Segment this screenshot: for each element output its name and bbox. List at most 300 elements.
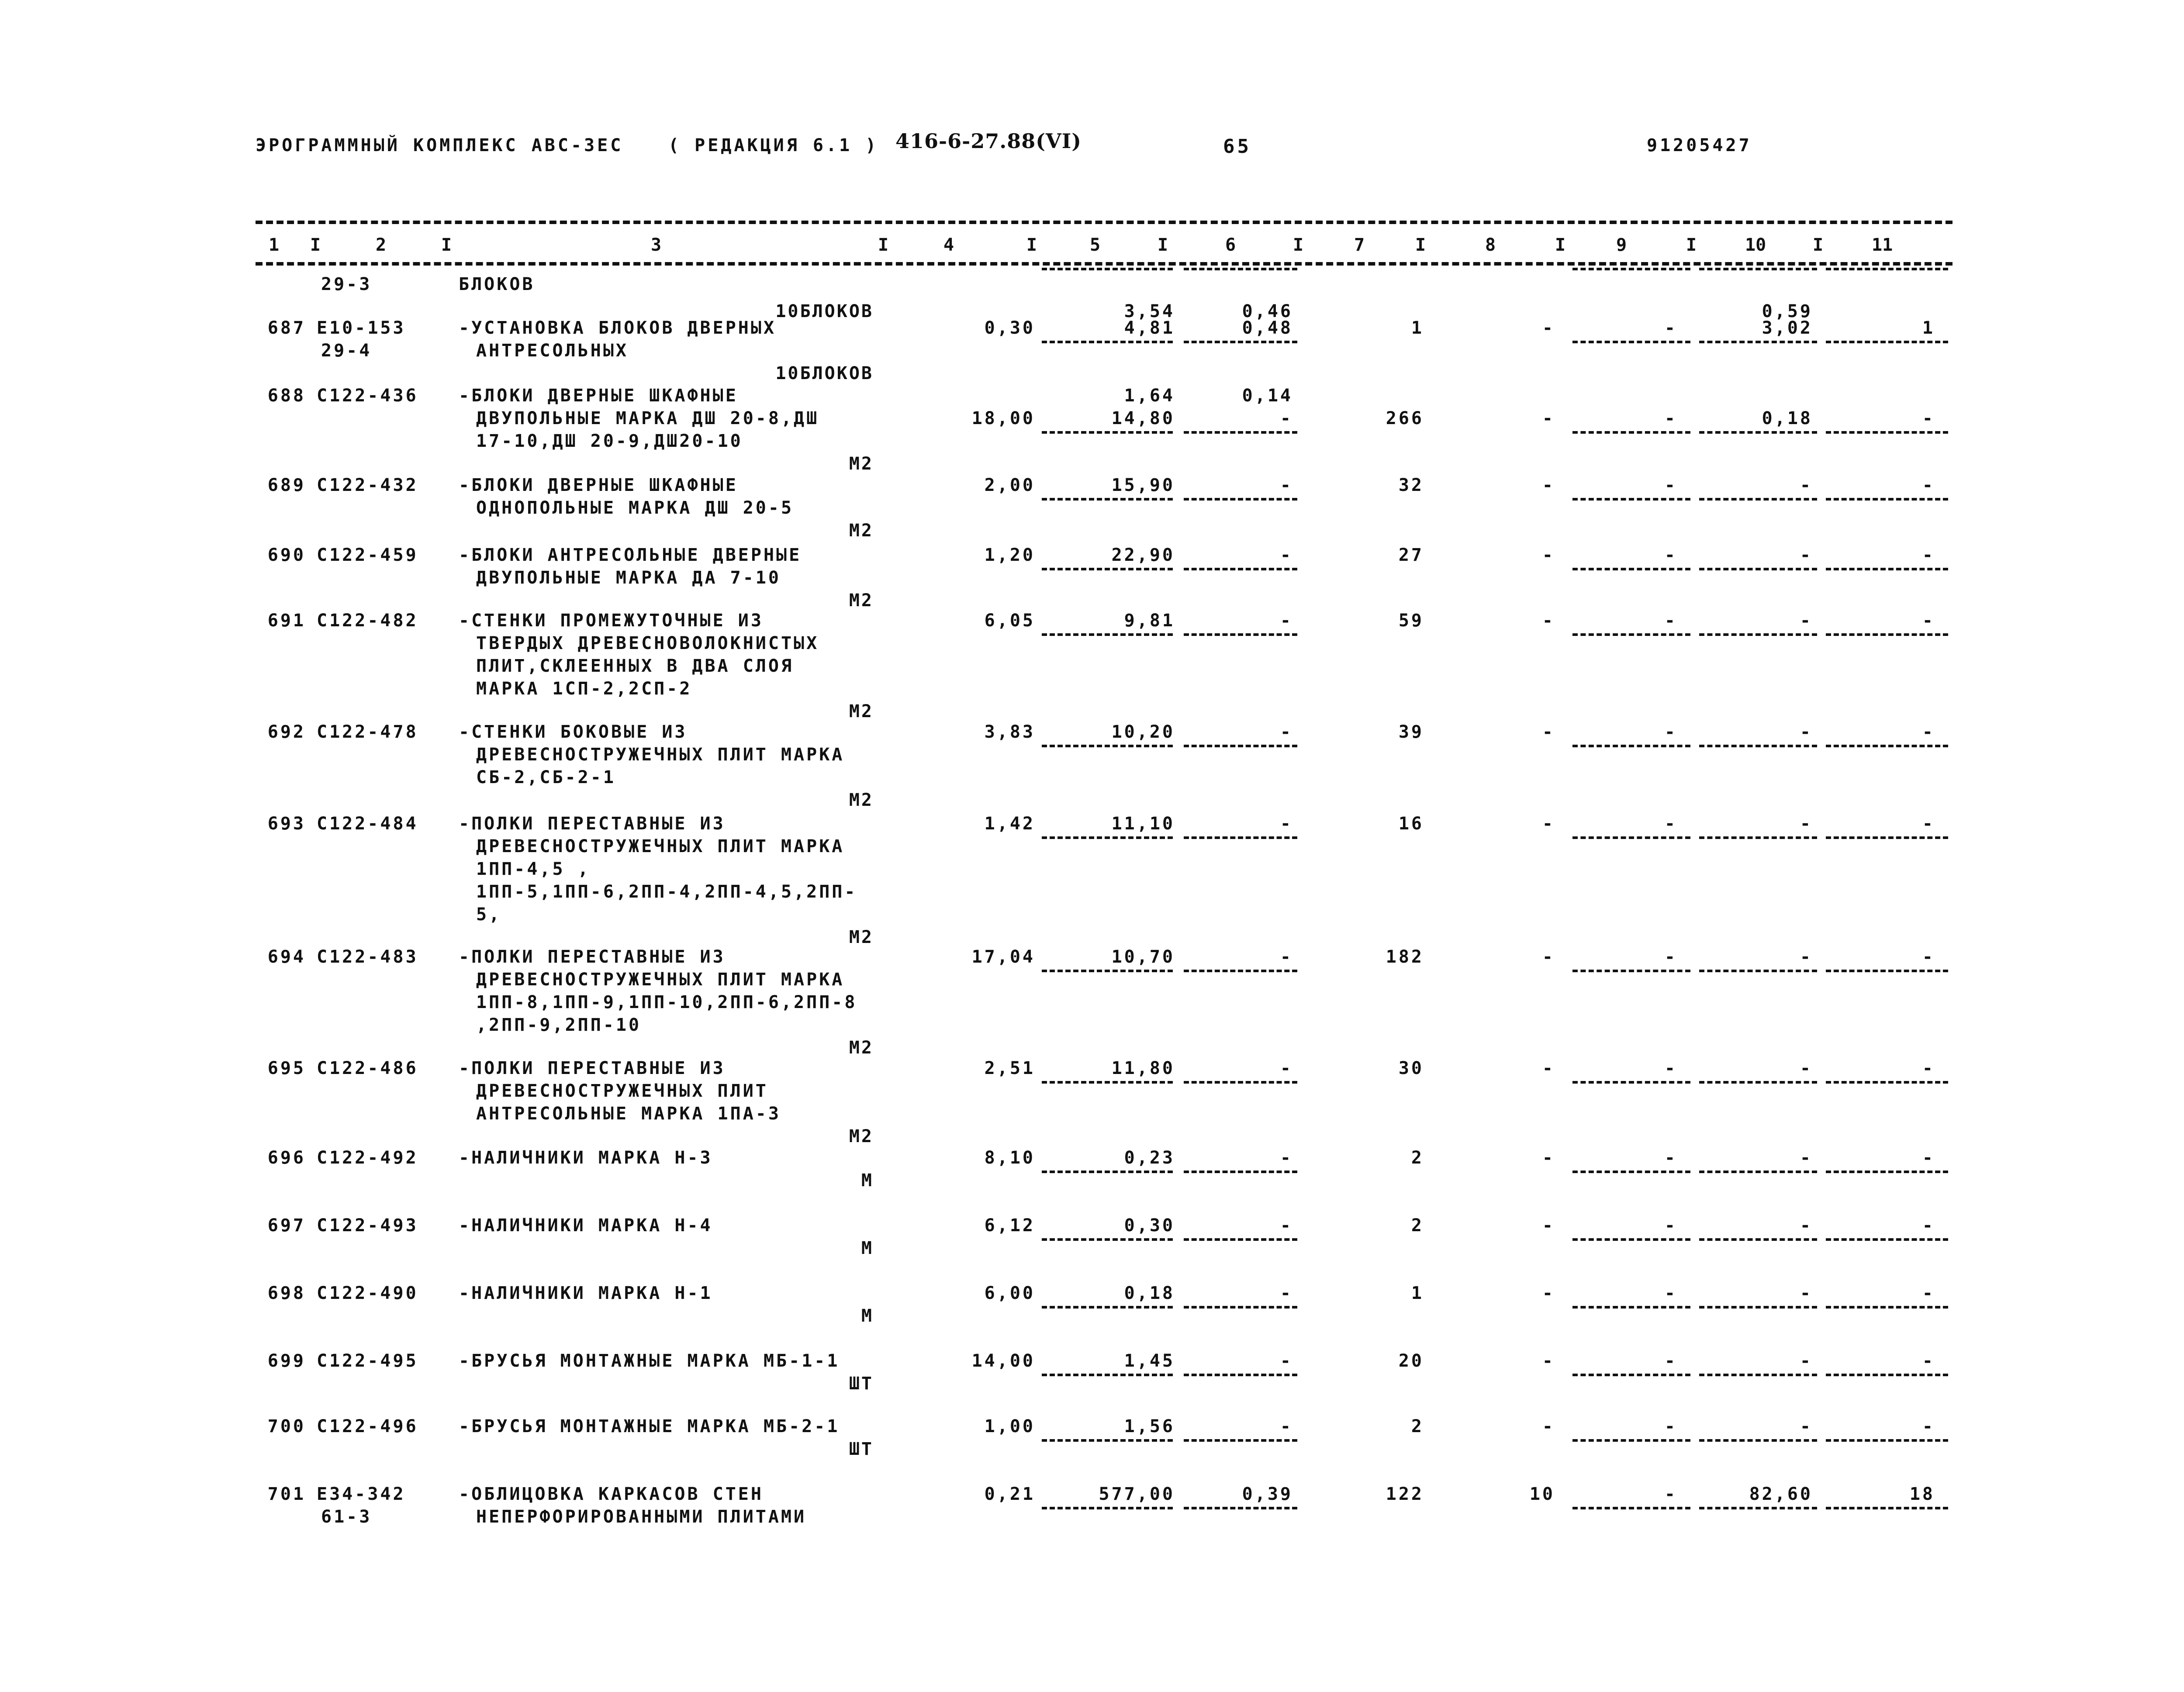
row-number: 688 (267, 386, 306, 406)
unit-label: ШТ (849, 1374, 874, 1394)
cost-value: 0,23 (1124, 1148, 1175, 1168)
cost-value: 0,30 (1124, 1215, 1175, 1236)
value-col11: - (1922, 947, 1935, 967)
item-code: С122-490 (317, 1283, 418, 1303)
item-code: С122-482 (317, 611, 418, 631)
value-col8: - (1542, 814, 1555, 834)
subtotal-rule (1699, 341, 1817, 343)
subtotal-rule (1826, 1238, 1948, 1241)
value-col10: - (1800, 1148, 1813, 1168)
subtotal-rule (1184, 498, 1297, 501)
count-value: 32 (1398, 475, 1424, 495)
subtotal-rule (1184, 431, 1297, 434)
count-value: 39 (1398, 722, 1424, 742)
item-description: -БЛОКИ ДВЕРНЫЕ ШКАФНЫЕ (459, 386, 738, 406)
subtotal-rule (1184, 1507, 1297, 1509)
cost-value: 1,45 (1124, 1351, 1175, 1371)
row-number: 697 (267, 1215, 306, 1236)
subtotal-rule (1042, 268, 1173, 270)
unit-label: М2 (849, 521, 874, 541)
quantity-value: 0,21 (984, 1484, 1035, 1504)
subtotal-rule (1699, 1306, 1817, 1309)
subtotal-rule (1042, 745, 1173, 747)
subtotal-rule (1826, 1507, 1948, 1509)
quantity-value: 3,83 (984, 722, 1035, 742)
cost-value: 15,90 (1111, 475, 1175, 495)
item-description: ДРЕВЕСНОСТРУЖЕЧНЫХ ПЛИТ (476, 1081, 768, 1101)
value-col10: 0,59 (1762, 301, 1813, 321)
item-description: -НАЛИЧНИКИ МАРКА Н-3 (459, 1148, 713, 1168)
item-description: АНТРЕСОЛЬНЫЕ МАРКА 1ПА-3 (476, 1104, 781, 1124)
value-col9: - (1664, 1283, 1677, 1303)
unit-label: М2 (849, 454, 874, 474)
document-page: ЭРОГРАММНЫЙ КОМПЛЕКС АВС-ЗЕС ( РЕДАКЦИЯ 6.1 ) 416-6-27.88(VI) 65 91205427 1 I 2 I 3 I 4 I 5 I 6 I 7 I 8 I 9 I 10 I 11 29-3 БЛОКОВ 10БЛОКОВ 3,54 0,46 0,59 687 Е10-153 29-4 -УСТАНОВКА БЛОКОВ ДВЕРНЫХ АНТРЕСОЛЬНЫХ 10БЛОКОВ 0,30 4,81 0,48 1 - - 3,02 1 688 С122-436 -БЛОКИ ДВЕРНЫЕ ШКАФНЫЕ ДВУПОЛЬНЫЕ МАРКА ДШ 20-8,ДШ 17-10,ДШ 20-9,ДШ20-10 М2 18,00 1,64 14,80 0,14 - 266 - - 0,18 - 689 С122-432 -БЛОКИ ДВЕРНЫЕ ШКАФНЫЕ ОДНОПОЛЬНЫЕ МАРКА ДШ 20-5 М2 2,00 15,90 - 32 - - - - 690 С122-459 -БЛОКИ АНТРЕСОЛЬНЫЕ ДВЕРНЫЕ ДВУПОЛЬНЫЕ МАРКА ДА 7-10 М2 1,20 22,90 - 27 - - - - 691 С122-482 -СТЕНКИ ПРОМЕЖУТОЧНЫЕ ИЗ ТВЕРДЫХ ДРЕВЕСНОВОЛОКНИСТЫХ ПЛИТ,СКЛЕЕННЫХ В ДВА СЛОЯ МАРКА 1СП-2,2СП-2 М2 6,05 9,81 - 59 - - - - 692 С122-478 -СТЕНКИ БОКОВЫЕ ИЗ ДРЕВЕСНОСТРУЖЕЧНЫХ ПЛИТ МАРКА СБ-2,СБ-2-1 М2 3,83 10,20 - 39 - - - - 693 С122-484 -ПОЛКИ ПЕРЕСТАВНЫЕ ИЗ ДРЕВЕСНОСТРУЖЕЧНЫХ ПЛИТ МАРКА 1ПП-4,5 , 1ПП-5,1ПП-6,2ПП-4,2ПП-4,5,2ПП- 5, М2 1,42 11,10 - 16 - - - - 694 С122-483 -ПОЛКИ ПЕРЕСТАВНЫЕ ИЗ ДРЕВЕСНОСТРУЖЕЧНЫХ ПЛИТ МАРКА 1ПП-8,1ПП-9,1ПП-10,2ПП-6,2ПП-8 ,2ПП-9,2ПП-10 М2 17,04 10,70 - 182 - - - - 695 С122-486 -ПОЛКИ ПЕРЕСТАВНЫЕ ИЗ ДРЕВЕСНОСТРУЖЕЧНЫХ ПЛИТ АНТРЕСОЛЬНЫЕ МАРКА 1ПА-3 М2 2,51 11,80 - 30 - - - - 696 С122-492 -НАЛИЧНИКИ МАРКА Н-3 М 8,10 0,23 - 2 - - - - 697 С122-493 -НАЛИЧНИКИ МАРКА Н-4 М 6,12 0,30 - 2 - - - - 698 С122-490 -НАЛИЧНИКИ МАРКА Н-1 М 6,00 0,18 - 1 - - - - 699 С122-495 -БРУСЬЯ МОНТАЖНЫЕ МАРКА МБ-1-1 ШТ 14,00 1,45 - 20 - - - - 700 С122-496 -БРУСЬЯ МОНТАЖНЫЕ МАРКА МБ-2-1 ШТ 1,00 1,56 - 2 - - - - 701 Е34-342 61-3 -ОБЛИЦОВКА КАРКАСОВ СТЕН НЕПЕРФОРИРОВАННЫМИ ПЛИТАМИ 0,21 577,00 0,39 122 10 - 82,60 18 (0, 0, 2184, 1692)
value-col10: - (1800, 1058, 1813, 1078)
value-col8: 10 (1529, 1484, 1555, 1504)
cost-value: - (1280, 1058, 1293, 1078)
value-col9: - (1664, 1484, 1677, 1504)
value-col10: - (1800, 1283, 1813, 1303)
value-col9: - (1664, 722, 1677, 742)
value-col9: - (1664, 611, 1677, 631)
item-code: С122-436 (317, 386, 418, 406)
value-col10: - (1800, 947, 1813, 967)
cost-value: - (1280, 1416, 1293, 1436)
item-code: С122-484 (317, 814, 418, 834)
value-col11: - (1922, 1351, 1935, 1371)
subtotal-rule (1572, 633, 1690, 636)
cost-value: - (1280, 408, 1293, 428)
row-number: 700 (267, 1416, 306, 1436)
subtotal-rule (1184, 1374, 1297, 1376)
value-col11: - (1922, 1148, 1935, 1168)
cost-value: 10,70 (1111, 947, 1175, 967)
subtotal-rule (1699, 498, 1817, 501)
row-number: 695 (267, 1058, 306, 1078)
quantity-value: 6,00 (984, 1283, 1035, 1303)
cost-value: 0,39 (1242, 1484, 1293, 1504)
subtotal-rule (1042, 836, 1173, 839)
value-col10: - (1800, 475, 1813, 495)
value-col11: - (1922, 408, 1935, 428)
quantity-value: 2,51 (984, 1058, 1035, 1078)
row-number: 696 (267, 1148, 306, 1168)
count-value: 1 (1411, 318, 1424, 338)
subtotal-rule (1184, 745, 1297, 747)
item-description: 17-10,ДШ 20-9,ДШ20-10 (476, 431, 743, 451)
quantity-value: 14,00 (971, 1351, 1035, 1371)
item-description: 1ПП-5,1ПП-6,2ПП-4,2ПП-4,5,2ПП- (476, 882, 857, 902)
subtotal-rule (1826, 268, 1948, 270)
row-number: 699 (267, 1351, 306, 1371)
subtotal-rule (1826, 431, 1948, 434)
count-value: 59 (1398, 611, 1424, 631)
unit-label: М2 (849, 590, 874, 611)
value-col11: - (1922, 611, 1935, 631)
value-col9: - (1664, 408, 1677, 428)
unit-label: М2 (849, 790, 874, 810)
subtotal-rule (1042, 1081, 1173, 1084)
value-col10: - (1800, 1351, 1813, 1371)
value-col11: - (1922, 1058, 1935, 1078)
count-value: 182 (1386, 947, 1424, 967)
value-col8: - (1542, 1283, 1555, 1303)
unit-label: М2 (849, 1126, 874, 1146)
subtotal-rule (1572, 1238, 1690, 1241)
item-code: С122-483 (317, 947, 418, 967)
subtotal-rule (1699, 1171, 1817, 1173)
subtotal-rule (1184, 1238, 1297, 1241)
value-col10: - (1800, 1416, 1813, 1436)
value-col9: - (1664, 318, 1677, 338)
value-col11: - (1922, 475, 1935, 495)
subtotal-rule (1184, 1306, 1297, 1309)
item-description: АНТРЕСОЛЬНЫХ (476, 341, 629, 361)
item-code: 61-3 (321, 1507, 372, 1527)
cost-value: - (1280, 1283, 1293, 1303)
subtotal-rule (1699, 268, 1817, 270)
subtotal-rule (1699, 1439, 1817, 1442)
value-col10: - (1800, 814, 1813, 834)
column-number: 1 (269, 235, 280, 255)
subtotal-rule (1572, 1374, 1690, 1376)
cost-value: 1,64 (1124, 386, 1175, 406)
column-number: 7 (1354, 235, 1365, 255)
subtotal-rule (1699, 431, 1817, 434)
value-col8: - (1542, 722, 1555, 742)
item-description: -БЛОКИ ДВЕРНЫЕ ШКАФНЫЕ (459, 475, 738, 495)
item-description: ДРЕВЕСНОСТРУЖЕЧНЫХ ПЛИТ МАРКА (476, 836, 845, 856)
subtotal-rule (1042, 341, 1173, 343)
row-number: 687 (267, 318, 306, 338)
subtotal-rule (1572, 1081, 1690, 1084)
count-value: 30 (1398, 1058, 1424, 1078)
item-description: БЛОКОВ (459, 274, 535, 294)
subtotal-rule (1826, 633, 1948, 636)
subtotal-rule (1572, 745, 1690, 747)
cost-value: 11,10 (1111, 814, 1175, 834)
item-code: С122-432 (317, 475, 418, 495)
subtotal-rule (1826, 836, 1948, 839)
cost-value: - (1280, 1148, 1293, 1168)
value-col9: - (1664, 545, 1677, 565)
cost-value: 577,00 (1099, 1484, 1175, 1504)
unit-label: 10БЛОКОВ (775, 301, 874, 321)
subtotal-rule (1826, 1306, 1948, 1309)
subtotal-rule (1826, 568, 1948, 570)
column-number: 5 (1090, 235, 1101, 255)
cost-value: 0,14 (1242, 386, 1293, 406)
row-number: 701 (267, 1484, 306, 1504)
row-number: 690 (267, 545, 306, 565)
item-code: Е10-153 (317, 318, 406, 338)
item-description: -БЛОКИ АНТРЕСОЛЬНЫЕ ДВЕРНЫЕ (459, 545, 802, 565)
count-value: 2 (1411, 1215, 1424, 1236)
subtotal-rule (1184, 1171, 1297, 1173)
item-description: -НАЛИЧНИКИ МАРКА Н-1 (459, 1283, 713, 1303)
value-col8: - (1542, 1215, 1555, 1236)
item-code: 29-3 (321, 274, 372, 294)
row-number: 693 (267, 814, 306, 834)
quantity-value: 18,00 (971, 408, 1035, 428)
subtotal-rule (1042, 1439, 1173, 1442)
item-code: Е34-342 (317, 1484, 406, 1504)
quantity-value: 1,20 (984, 545, 1035, 565)
document-code: 91205427 (1647, 135, 1752, 155)
item-code: 29-4 (321, 341, 372, 361)
row-number: 692 (267, 722, 306, 742)
column-number: 3 (651, 235, 662, 255)
cost-value: 0,46 (1242, 301, 1293, 321)
cost-value: - (1280, 475, 1293, 495)
subtotal-rule (1042, 431, 1173, 434)
cost-value: 10,20 (1111, 722, 1175, 742)
item-description: -БРУСЬЯ МОНТАЖНЫЕ МАРКА МБ-1-1 (459, 1351, 840, 1371)
row-number: 691 (267, 611, 306, 631)
item-description: -БРУСЬЯ МОНТАЖНЫЕ МАРКА МБ-2-1 (459, 1416, 840, 1436)
column-number: 10 (1745, 235, 1766, 255)
program-title: ЭРОГРАММНЫЙ КОМПЛЕКС АВС-ЗЕС (256, 135, 624, 155)
unit-label: 10БЛОКОВ (775, 363, 874, 383)
value-col10: 3,02 (1762, 318, 1813, 338)
subtotal-rule (1572, 836, 1690, 839)
subtotal-rule (1184, 568, 1297, 570)
value-col9: - (1664, 947, 1677, 967)
item-description: ОДНОПОЛЬНЫЕ МАРКА ДШ 20-5 (476, 498, 794, 518)
item-description: -СТЕНКИ БОКОВЫЕ ИЗ (459, 722, 688, 742)
value-col8: - (1542, 1148, 1555, 1168)
item-description: -ПОЛКИ ПЕРЕСТАВНЫЕ ИЗ (459, 1058, 726, 1078)
subtotal-rule (1184, 268, 1297, 270)
subtotal-rule (1699, 1081, 1817, 1084)
item-description: ДВУПОЛЬНЫЕ МАРКА ДШ 20-8,ДШ (476, 408, 819, 428)
value-col8: - (1542, 475, 1555, 495)
subtotal-rule (1826, 1439, 1948, 1442)
item-description: НЕПЕРФОРИРОВАННЫМИ ПЛИТАМИ (476, 1507, 807, 1527)
item-description: -СТЕНКИ ПРОМЕЖУТОЧНЫЕ ИЗ (459, 611, 764, 631)
unit-label: М2 (849, 1038, 874, 1058)
subtotal-rule (1699, 1238, 1817, 1241)
subtotal-rule (1042, 1507, 1173, 1509)
value-col8: - (1542, 947, 1555, 967)
subtotal-rule (1572, 1306, 1690, 1309)
quantity-value: 8,10 (984, 1148, 1035, 1168)
subtotal-rule (1572, 1507, 1690, 1509)
subtotal-rule (1184, 970, 1297, 972)
subtotal-rule (1699, 970, 1817, 972)
item-code: С122-492 (317, 1148, 418, 1168)
item-description: -ПОЛКИ ПЕРЕСТАВНЫЕ ИЗ (459, 814, 726, 834)
item-description: 5, (476, 905, 502, 925)
count-value: 2 (1411, 1416, 1424, 1436)
cost-value: - (1280, 722, 1293, 742)
subtotal-rule (1826, 1081, 1948, 1084)
edition-label: ( РЕДАКЦИЯ 6.1 ) (668, 135, 879, 155)
cost-value: - (1280, 947, 1293, 967)
quantity-value: 17,04 (971, 947, 1035, 967)
value-col11: 18 (1909, 1484, 1935, 1504)
value-col8: - (1542, 1351, 1555, 1371)
value-col10: - (1800, 722, 1813, 742)
quantity-value: 1,00 (984, 1416, 1035, 1436)
value-col11: - (1922, 545, 1935, 565)
subtotal-rule (1699, 568, 1817, 570)
value-col11: - (1922, 1215, 1935, 1236)
quantity-value: 6,05 (984, 611, 1035, 631)
column-number: 6 (1225, 235, 1236, 255)
value-col10: - (1800, 1215, 1813, 1236)
subtotal-rule (1572, 1439, 1690, 1442)
item-description: ДВУПОЛЬНЫЕ МАРКА ДА 7-10 (476, 568, 781, 588)
subtotal-rule (1826, 745, 1948, 747)
subtotal-rule (1042, 568, 1173, 570)
cost-value: 22,90 (1111, 545, 1175, 565)
value-col10: 0,18 (1762, 408, 1813, 428)
subtotal-rule (1572, 970, 1690, 972)
value-col10: - (1800, 545, 1813, 565)
item-code: С122-496 (317, 1416, 418, 1436)
item-description: -НАЛИЧНИКИ МАРКА Н-4 (459, 1215, 713, 1236)
cost-value: 0,18 (1124, 1283, 1175, 1303)
subtotal-rule (1184, 836, 1297, 839)
cost-value: 11,80 (1111, 1058, 1175, 1078)
value-col9: - (1664, 814, 1677, 834)
value-col11: - (1922, 722, 1935, 742)
subtotal-rule (1699, 836, 1817, 839)
unit-label: М (861, 1171, 874, 1191)
subtotal-rule (1826, 970, 1948, 972)
quantity-value: 2,00 (984, 475, 1035, 495)
unit-label: М2 (849, 927, 874, 947)
count-value: 27 (1398, 545, 1424, 565)
column-number: 11 (1872, 235, 1893, 255)
subtotal-rule (1699, 1507, 1817, 1509)
subtotal-rule (1042, 1171, 1173, 1173)
cost-value: - (1280, 545, 1293, 565)
unit-label: М2 (849, 701, 874, 722)
value-col9: - (1664, 1351, 1677, 1371)
column-number: 8 (1485, 235, 1496, 255)
item-code: С122-493 (317, 1215, 418, 1236)
item-description: ДРЕВЕСНОСТРУЖЕЧНЫХ ПЛИТ МАРКА (476, 970, 845, 990)
handwritten-note: 416-6-27.88(VI) (895, 129, 1082, 153)
value-col10: 82,60 (1749, 1484, 1813, 1504)
subtotal-rule (1042, 1238, 1173, 1241)
value-col10: - (1800, 611, 1813, 631)
unit-label: М (861, 1306, 874, 1326)
subtotal-rule (1042, 498, 1173, 501)
count-value: 1 (1411, 1283, 1424, 1303)
count-value: 266 (1386, 408, 1424, 428)
item-description: ПЛИТ,СКЛЕЕННЫХ В ДВА СЛОЯ (476, 656, 794, 676)
count-value: 122 (1386, 1484, 1424, 1504)
item-description: -ОБЛИЦОВКА КАРКАСОВ СТЕН (459, 1484, 764, 1504)
value-col8: - (1542, 611, 1555, 631)
value-col11: - (1922, 1416, 1935, 1436)
value-col9: - (1664, 1148, 1677, 1168)
cost-value: - (1280, 814, 1293, 834)
row-number: 698 (267, 1283, 306, 1303)
count-value: 2 (1411, 1148, 1424, 1168)
value-col8: - (1542, 318, 1555, 338)
value-col9: - (1664, 1416, 1677, 1436)
row-number: 694 (267, 947, 306, 967)
subtotal-rule (1699, 633, 1817, 636)
subtotal-rule (1699, 1374, 1817, 1376)
page-number: 65 (1223, 135, 1251, 158)
subtotal-rule (1572, 268, 1690, 270)
row-number: 689 (267, 475, 306, 495)
item-code: С122-486 (317, 1058, 418, 1078)
item-description: МАРКА 1СП-2,2СП-2 (476, 679, 692, 699)
subtotal-rule (1699, 745, 1817, 747)
item-code: С122-459 (317, 545, 418, 565)
item-description: ТВЕРДЫХ ДРЕВЕСНОВОЛОКНИСТЫХ (476, 633, 819, 653)
subtotal-rule (1184, 341, 1297, 343)
item-code: С122-495 (317, 1351, 418, 1371)
value-col9: - (1664, 475, 1677, 495)
column-number: 4 (943, 235, 954, 255)
subtotal-rule (1572, 568, 1690, 570)
subtotal-rule (1042, 970, 1173, 972)
column-number: 9 (1616, 235, 1627, 255)
subtotal-rule (1184, 1439, 1297, 1442)
value-col8: - (1542, 1416, 1555, 1436)
table-top-rule (256, 221, 1952, 224)
cost-value: 3,54 (1124, 301, 1175, 321)
subtotal-rule (1042, 633, 1173, 636)
quantity-value: 6,12 (984, 1215, 1035, 1236)
subtotal-rule (1572, 498, 1690, 501)
item-description: 1ПП-8,1ПП-9,1ПП-10,2ПП-6,2ПП-8 (476, 992, 857, 1012)
value-col9: - (1664, 1215, 1677, 1236)
quantity-value: 0,30 (984, 318, 1035, 338)
cost-value: - (1280, 1351, 1293, 1371)
subtotal-rule (1184, 633, 1297, 636)
table-header-rule (256, 262, 1952, 266)
subtotal-rule (1826, 498, 1948, 501)
value-col8: - (1542, 1058, 1555, 1078)
subtotal-rule (1042, 1306, 1173, 1309)
count-value: 16 (1398, 814, 1424, 834)
quantity-value: 1,42 (984, 814, 1035, 834)
unit-label: М (861, 1238, 874, 1258)
value-col11: 1 (1922, 318, 1935, 338)
cost-value: 0,48 (1242, 318, 1293, 338)
cost-value: - (1280, 611, 1293, 631)
subtotal-rule (1572, 341, 1690, 343)
subtotal-rule (1184, 1081, 1297, 1084)
subtotal-rule (1042, 1374, 1173, 1376)
subtotal-rule (1572, 431, 1690, 434)
value-col8: - (1542, 408, 1555, 428)
item-description: ДРЕВЕСНОСТРУЖЕЧНЫХ ПЛИТ МАРКА (476, 745, 845, 765)
item-description: 1ПП-4,5 , (476, 859, 591, 879)
unit-label: ШТ (849, 1439, 874, 1459)
subtotal-rule (1826, 341, 1948, 343)
cost-value: 14,80 (1111, 408, 1175, 428)
cost-value: 4,81 (1124, 318, 1175, 338)
item-description: СБ-2,СБ-2-1 (476, 767, 616, 787)
count-value: 20 (1398, 1351, 1424, 1371)
item-description: -ПОЛКИ ПЕРЕСТАВНЫЕ ИЗ (459, 947, 726, 967)
item-description: ,2ПП-9,2ПП-10 (476, 1015, 642, 1035)
value-col11: - (1922, 814, 1935, 834)
cost-value: 9,81 (1124, 611, 1175, 631)
item-code: С122-478 (317, 722, 418, 742)
cost-value: 1,56 (1124, 1416, 1175, 1436)
value-col11: - (1922, 1283, 1935, 1303)
